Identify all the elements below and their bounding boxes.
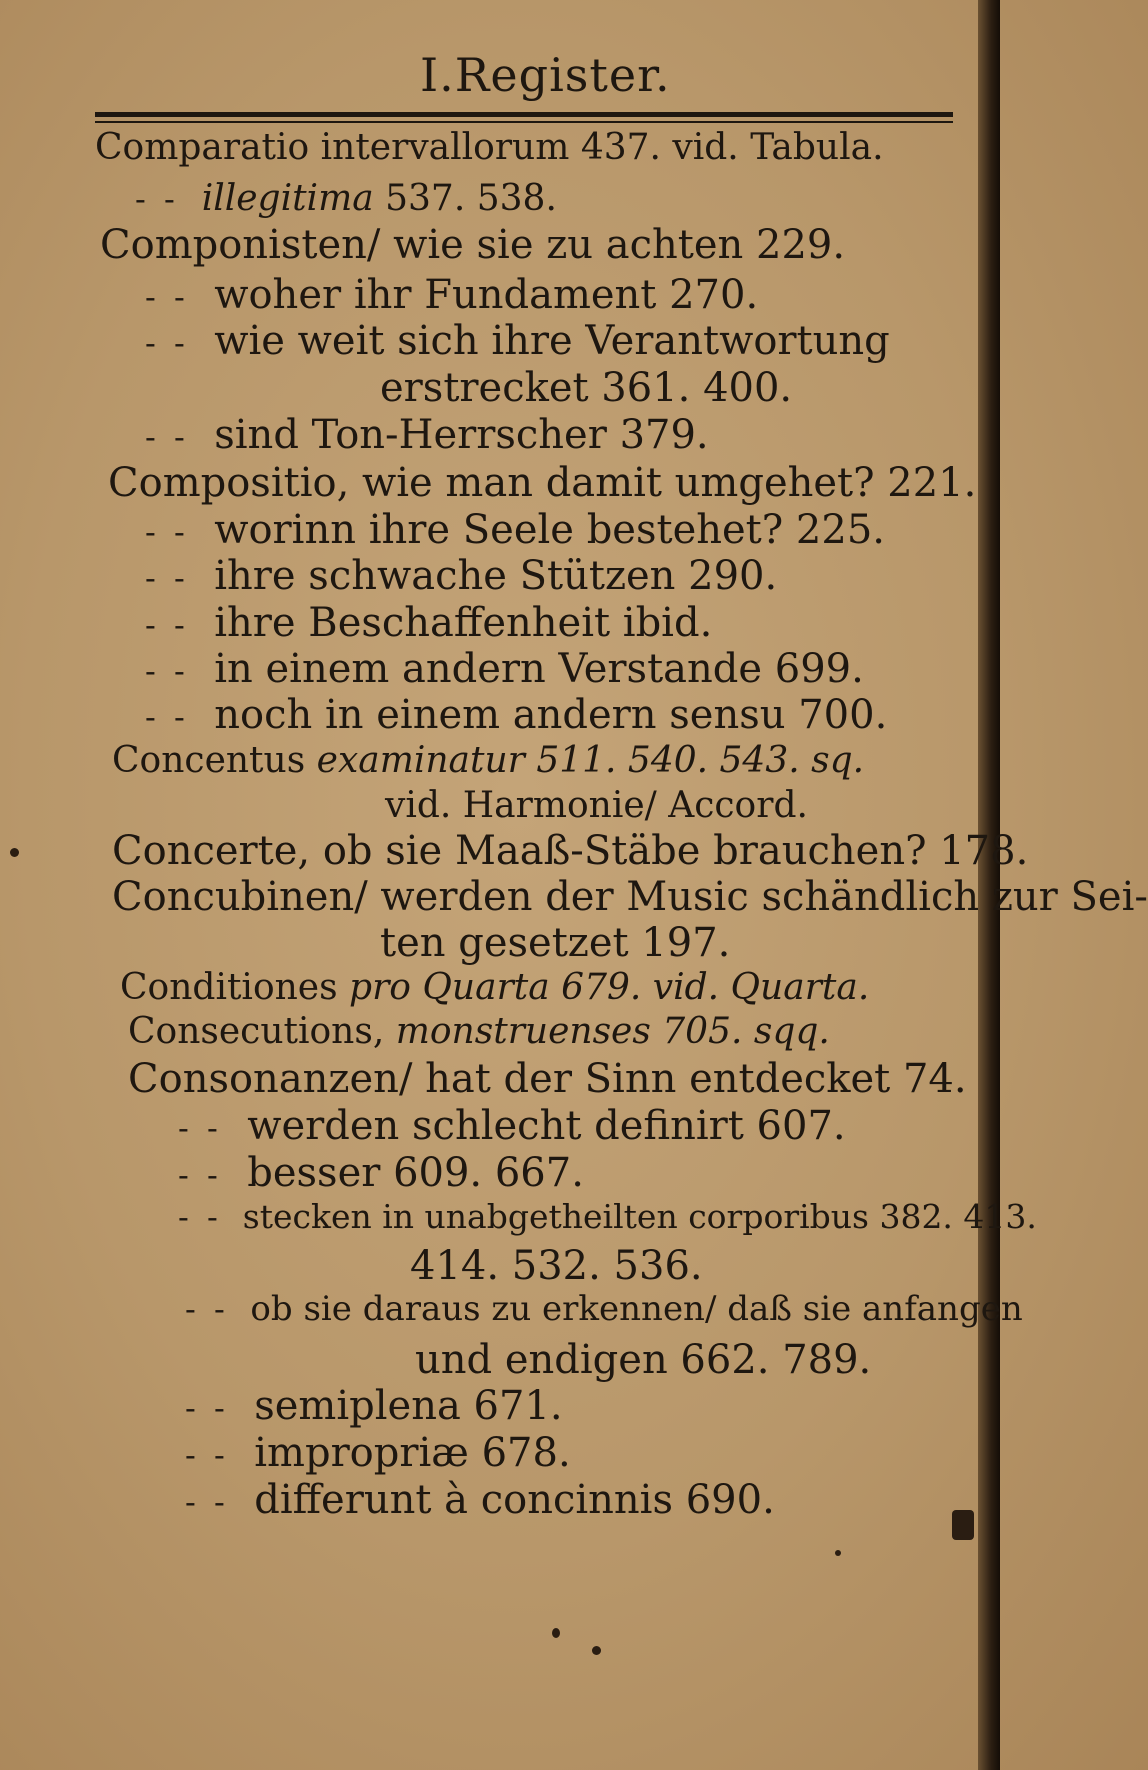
page-header: I.Register. bbox=[420, 48, 671, 102]
index-entry: - - ihre Beschaffenheit ibid. bbox=[145, 600, 713, 646]
header-rule bbox=[95, 112, 953, 117]
index-entry: Concentus examinatur 511. 540. 543. sq. bbox=[112, 740, 865, 781]
index-entry: erstrecket 361. 400. bbox=[380, 365, 793, 411]
ink-speck bbox=[952, 1510, 974, 1540]
index-entry: Concerte, ob sie Maaß-Stäbe brauchen? 178. bbox=[112, 828, 1029, 874]
index-entry: - - noch in einem andern sensu 700. bbox=[145, 692, 888, 738]
index-entry: - - illegitima 537. 538. bbox=[135, 178, 557, 219]
index-entry: - - in einem andern Verstande 699. bbox=[145, 646, 864, 692]
index-entry: - - differunt à concinnis 690. bbox=[185, 1477, 775, 1523]
index-entry: Compositio, wie man damit umgehet? 221. bbox=[108, 460, 977, 506]
index-entry: - - semiplena 671. bbox=[185, 1383, 563, 1429]
ink-speck bbox=[592, 1646, 601, 1655]
index-entry: - - wie weit sich ihre Verantwortung bbox=[145, 318, 890, 364]
ink-speck bbox=[552, 1628, 560, 1638]
index-entry: Conditiones pro Quarta 679. vid. Quarta. bbox=[120, 967, 870, 1008]
ink-speck bbox=[835, 1550, 841, 1556]
index-entry: - - worinn ihre Seele bestehet? 225. bbox=[145, 507, 885, 553]
index-entry: - - ob sie daraus zu erkennen/ daß sie anfangen bbox=[185, 1289, 1023, 1329]
index-entry: Consonanzen/ hat der Sinn entdecket 74. bbox=[128, 1056, 967, 1102]
index-entry: ten gesetzet 197. bbox=[380, 920, 731, 966]
index-entry: Comparatio intervallorum 437. vid. Tabula. bbox=[95, 127, 884, 168]
index-entry: 414. 532. 536. bbox=[410, 1243, 703, 1289]
index-entry: vid. Harmonie/ Accord. bbox=[385, 785, 808, 826]
index-entry: - - woher ihr Fundament 270. bbox=[145, 272, 759, 318]
index-entry: - - werden schlecht definirt 607. bbox=[178, 1103, 846, 1149]
ink-speck bbox=[10, 848, 19, 857]
index-entry: - - stecken in unabgetheilten corporibus 382. 413. bbox=[178, 1197, 1037, 1236]
index-entry: Concubinen/ werden der Music schändlich zur Sei- bbox=[112, 874, 1148, 920]
index-entry: - - impropriæ 678. bbox=[185, 1430, 571, 1476]
index-entry: - - sind Ton-Herrscher 379. bbox=[145, 412, 709, 458]
index-entry: - - besser 609. 667. bbox=[178, 1150, 584, 1196]
header-rule-thin bbox=[95, 121, 953, 123]
index-entry: und endigen 662. 789. bbox=[415, 1337, 872, 1383]
index-entry: Componisten/ wie sie zu achten 229. bbox=[100, 222, 846, 268]
index-entry: - - ihre schwache Stützen 290. bbox=[145, 553, 778, 599]
index-entry: Consecutions, monstruenses 705. sqq. bbox=[128, 1011, 830, 1052]
